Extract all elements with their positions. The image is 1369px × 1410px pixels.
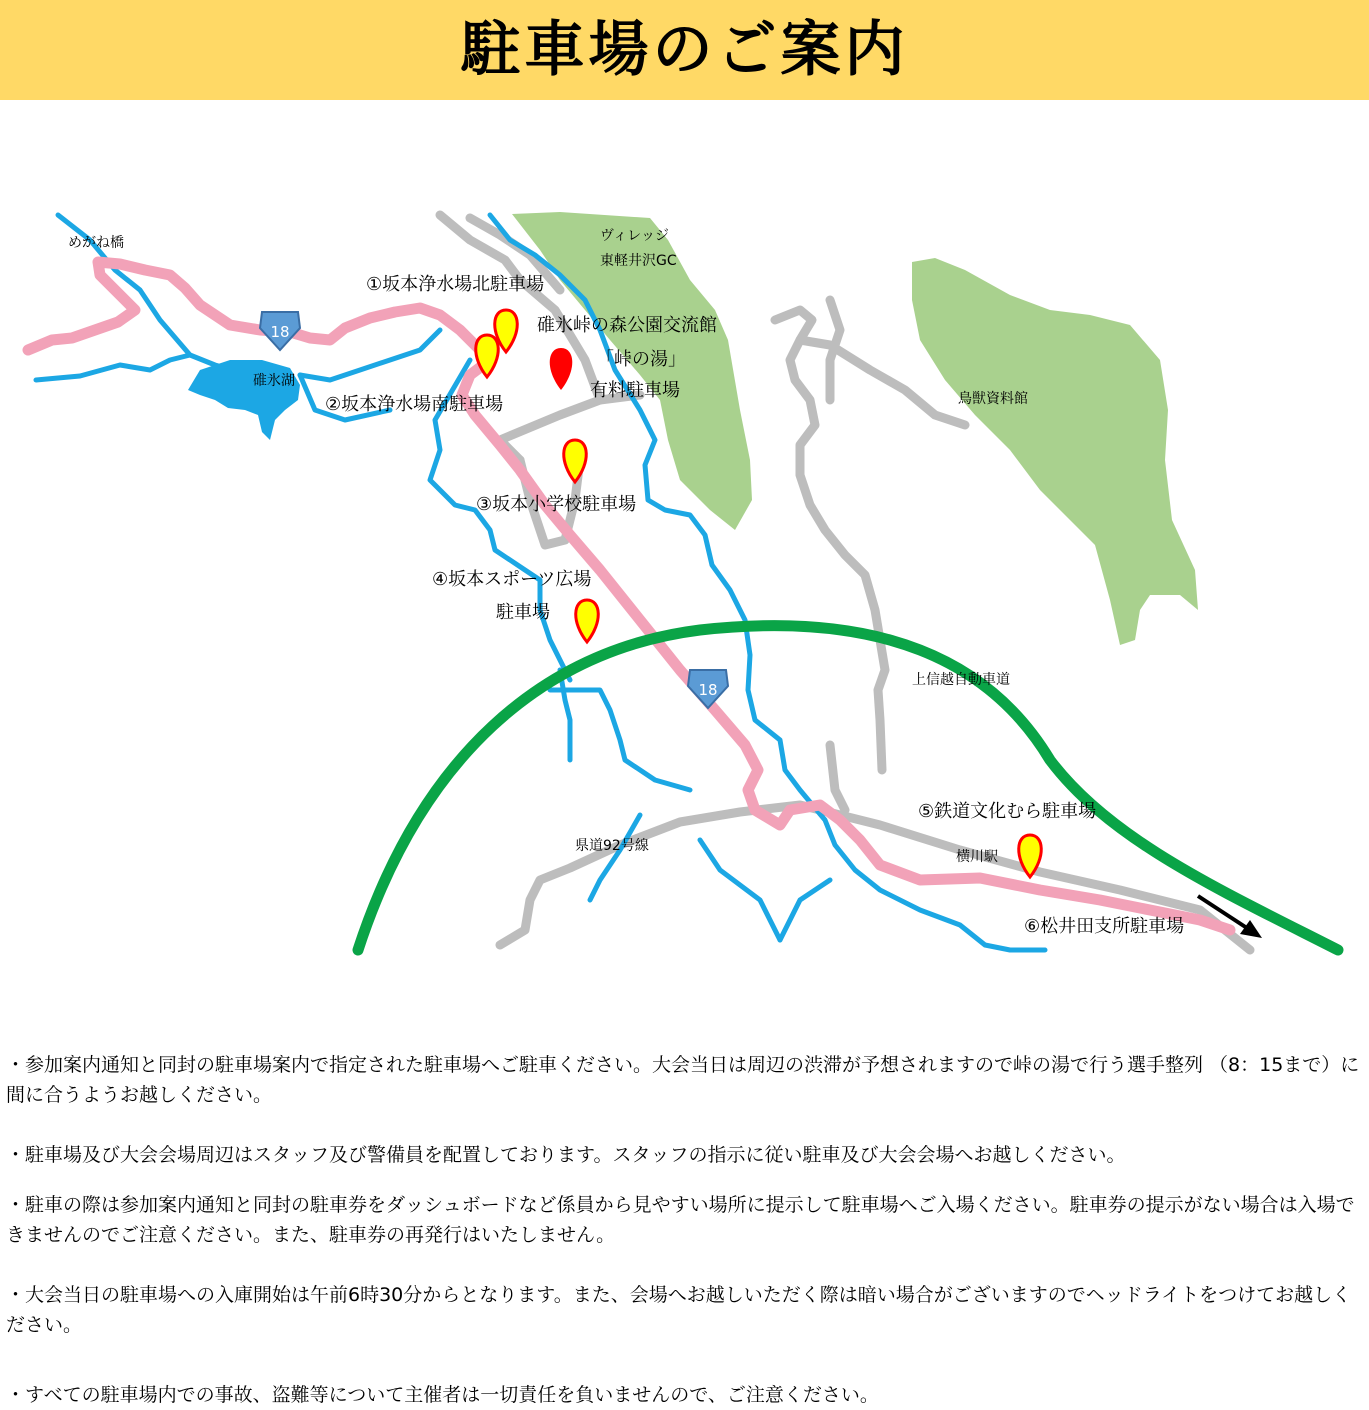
parking-label-2: ②坂本浄水場南駐車場 [325, 394, 504, 415]
route-shield-18-west [260, 312, 300, 350]
area-map [0, 200, 1369, 980]
map-pin-icon [550, 348, 573, 390]
note-item: ・駐車場及び大会会場周辺はスタッフ及び警備員を配置しております。スタッフの指示に従い駐車及び大会会場へお越しください。 [6, 1144, 1126, 1166]
parking-label-6: ⑥松井田支所駐車場 [1024, 916, 1185, 937]
place-label-pref-road: 県道92号線 [575, 838, 649, 854]
forest-area-bird-museum [912, 258, 1198, 645]
place-label-megane-bridge: めがね橋 [68, 235, 124, 251]
parking-label-4: ④坂本スポーツ広場 [432, 569, 592, 590]
place-label-yokokawa-station: 横川駅 [956, 849, 998, 865]
parking-label-5: ⑤鉄道文化むら駐車場 [918, 801, 1097, 822]
route-shield-18-south [688, 670, 728, 708]
place-label-village: ヴィレッジ [600, 228, 670, 244]
venue-label-name: 碓氷峠の森公園交流館 [537, 315, 717, 336]
note-item: ・参加案内通知と同封の駐車場案内で指定された駐車場へご駐車ください。大会当日は周辺の渋滞が予想されますので峠の湯で行う選手整列 （8：15まで）に間に合うようお越しください。 [6, 1054, 1360, 1106]
map-pin-icon [564, 440, 587, 482]
note-item: ・すべての駐車場内での事故、盗難等について主催者は一切責任を負いませんので、ご注意ください。 [6, 1384, 879, 1406]
place-label-usui-lake: 碓氷湖 [253, 373, 295, 389]
venue-label-paid-parking: 有料駐車場 [590, 380, 680, 401]
parking-label-3: ③坂本小学校駐車場 [476, 494, 637, 515]
note-item: ・駐車の際は参加案内通知と同封の駐車券をダッシュボードなど係員から見やすい場所に提示して駐車場へご入場ください。駐車券の提示がない場合は入場できませんのでご注意ください。また、駐車券の再発行はいたしません。 [6, 1194, 1355, 1246]
parking-label-4-sub: 駐車場 [496, 602, 550, 623]
place-label-bird-museum: 鳥獣資料館 [958, 391, 1028, 407]
place-label-village-gc: 東軽井沢GC [600, 253, 677, 269]
place-label-expressway: 上信越自動車道 [912, 672, 1010, 688]
parking-label-1: ①坂本浄水場北駐車場 [366, 274, 545, 295]
route-shield-label: 18 [698, 681, 718, 699]
usui-lake [188, 360, 300, 440]
page-title: 駐車場のご案内 [460, 15, 909, 85]
expressway [358, 626, 1338, 950]
note-item: ・大会当日の駐車場への入庫開始は午前6時30分からとなります。また、会場へお越しいただく際は暗い場合がございますのでヘッドライトをつけてお越しください。 [6, 1284, 1352, 1336]
venue-label-onsen: 「峠の湯」 [596, 349, 686, 370]
map-pin-icon [576, 600, 599, 642]
route-shield-label: 18 [270, 323, 290, 341]
